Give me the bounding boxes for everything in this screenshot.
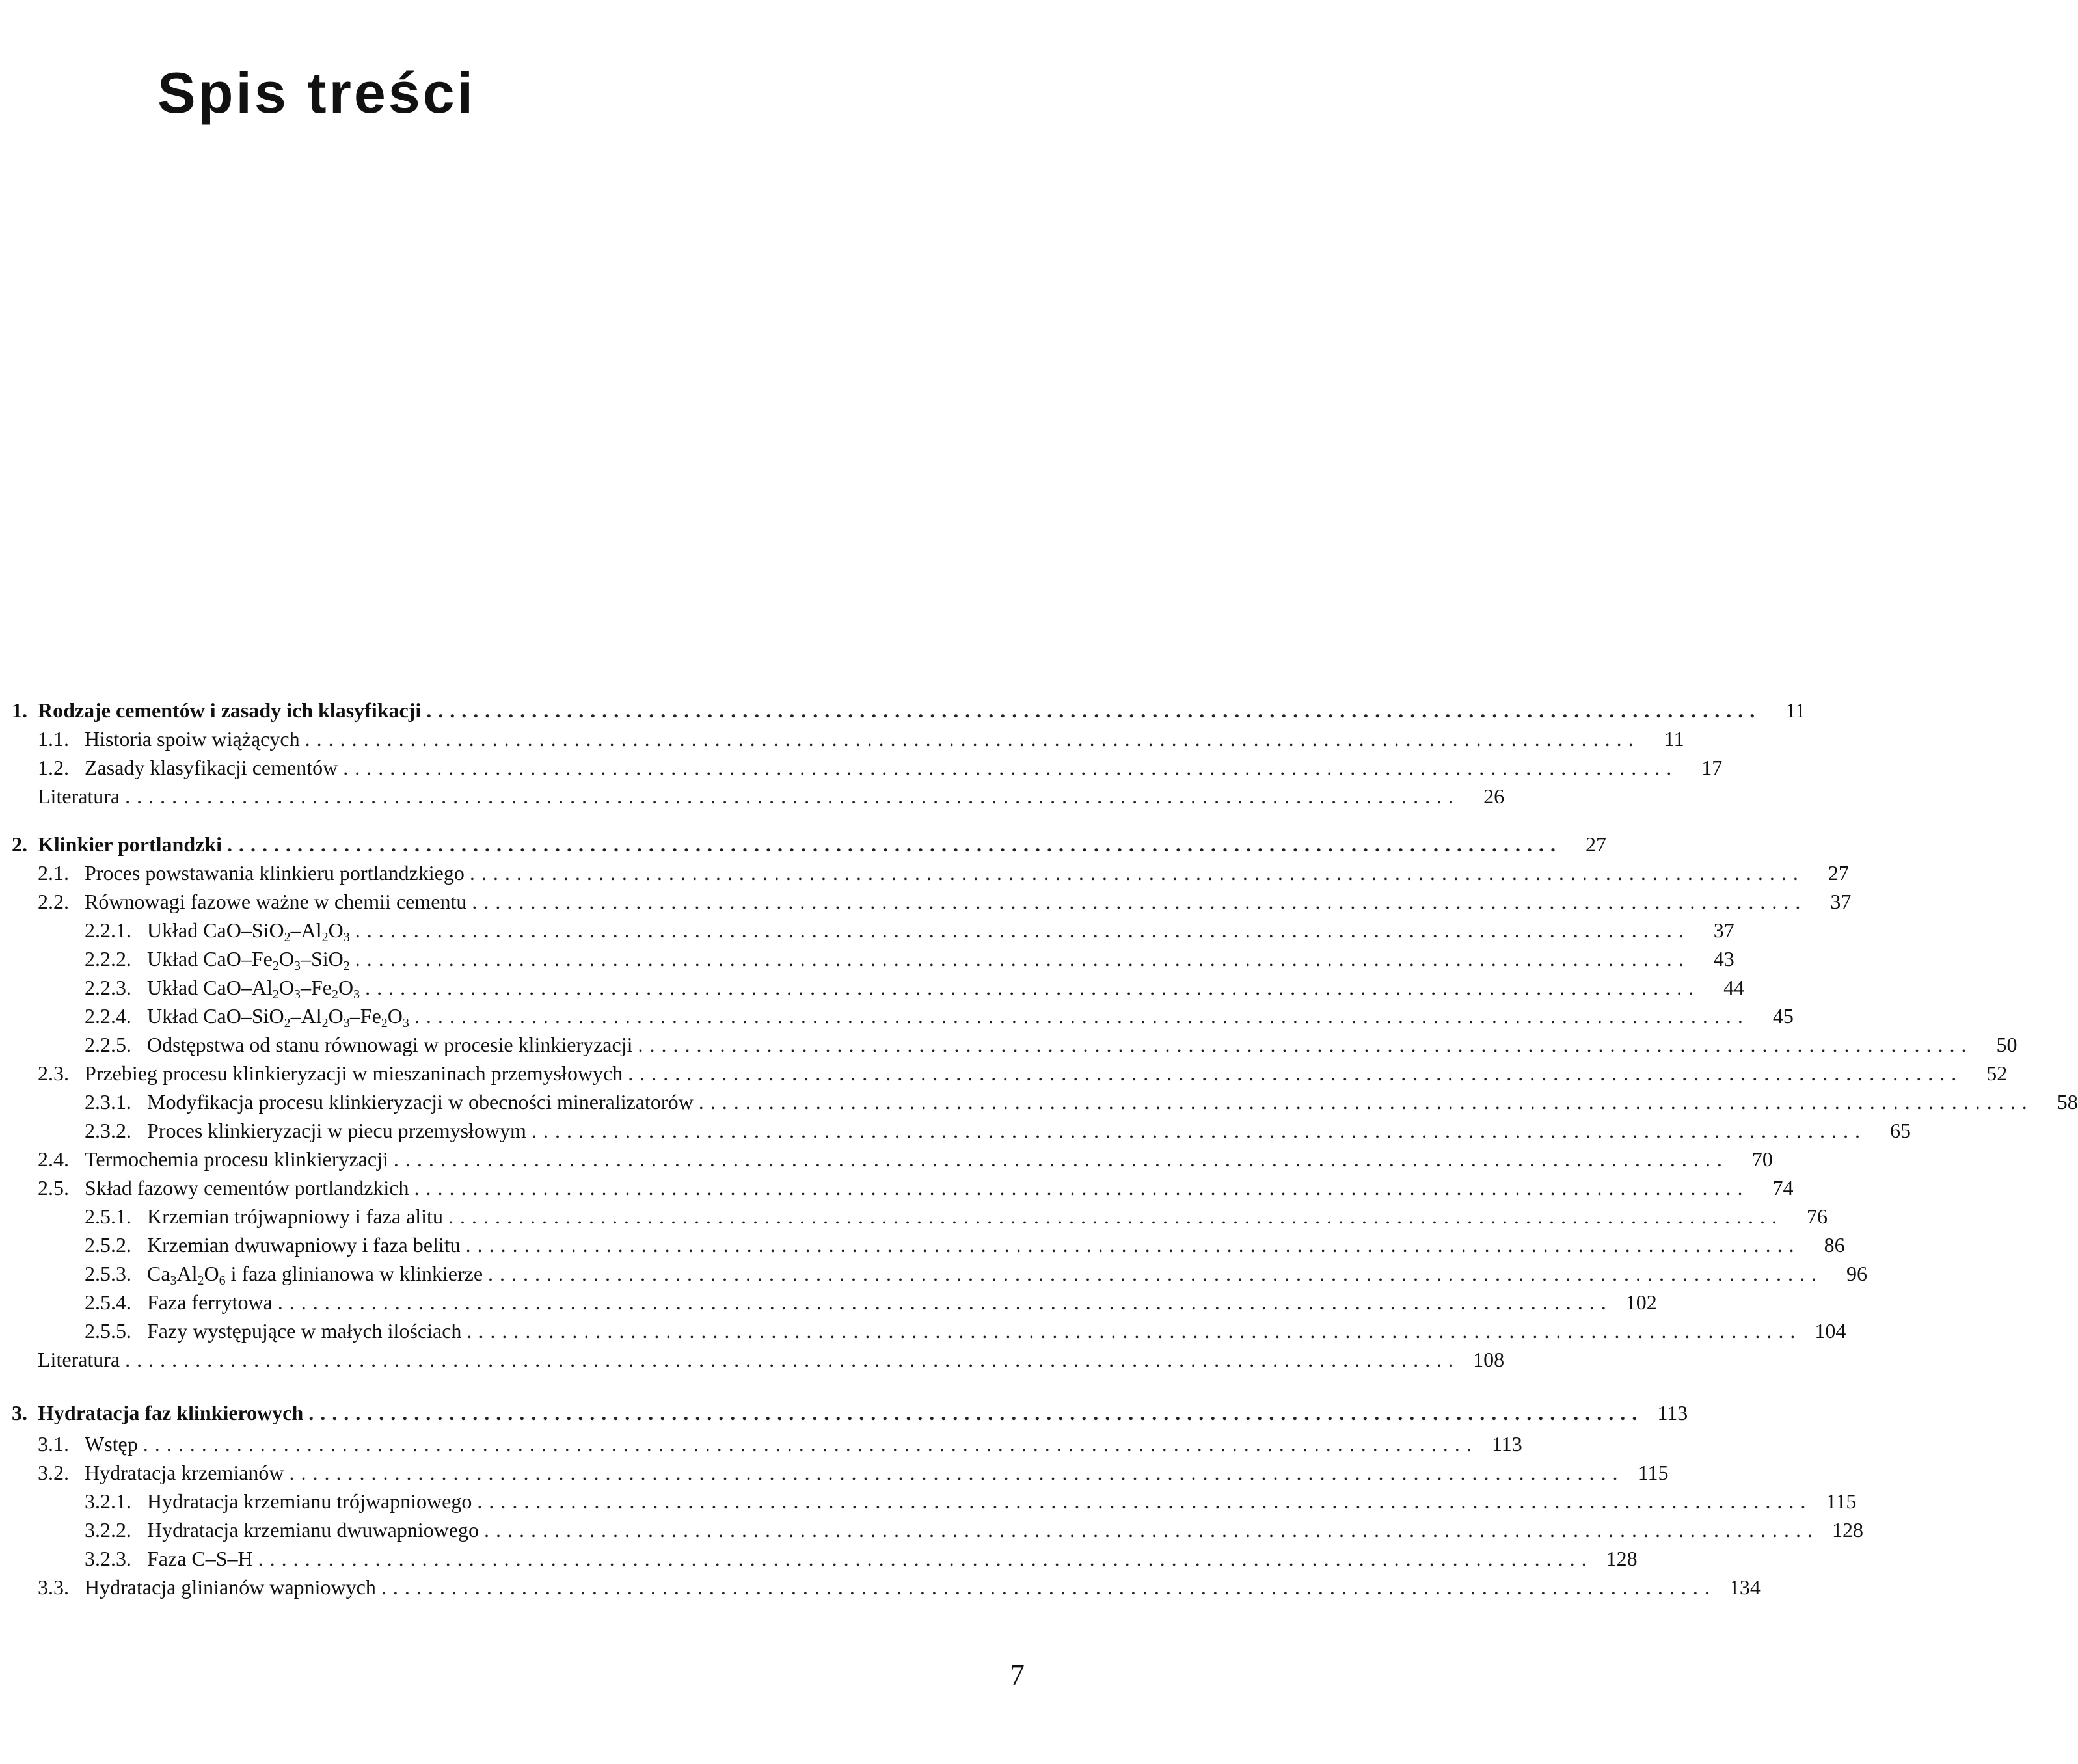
formula-part: Ca — [147, 1262, 170, 1285]
toc-entry-2-3 — [38, 1059, 2008, 1088]
entry-title — [147, 1259, 483, 1288]
formula-part: –Al — [290, 918, 322, 942]
formula-part: –Al — [290, 1004, 322, 1028]
toc-entry-1-1 — [38, 725, 1684, 753]
formula-part: i faza glinianowa w klinkierze — [225, 1262, 483, 1285]
entry-page: 45 — [1772, 1004, 1794, 1028]
toc-entry-2-5-2 — [85, 1231, 1845, 1259]
toc-entry-3-1 — [38, 1430, 1522, 1458]
entry-page: 108 — [1473, 1348, 1505, 1371]
formula-subscript: 2 — [272, 987, 279, 1002]
entry-title — [147, 1002, 409, 1030]
entry-title: Hydratacja krzemianu trójwapniowego — [147, 1490, 472, 1513]
entry-title: Odstępstwa od stanu równowagi w procesie klinkieryzacji — [147, 1033, 633, 1056]
entry-number: 2.3.2. — [85, 1119, 131, 1142]
toc-entry-chapter-1 — [12, 696, 1806, 725]
entry-title: Hydratacja faz klinkierowych — [38, 1401, 304, 1424]
toc-entry-literatura-1 — [38, 782, 1505, 810]
dot-leader: .................................................................................................................. — [414, 1004, 1749, 1028]
entry-title: Klinkier portlandzki — [38, 833, 223, 856]
entry-title: Zasady klasyfikacji cementów — [85, 756, 338, 779]
entry-title — [147, 944, 350, 973]
entry-title: Faza C–S–H — [147, 1547, 253, 1570]
formula-subscript: 2 — [343, 959, 350, 973]
formula-subscript: 2 — [197, 1274, 204, 1288]
formula-part: Układ CaO–SiO — [147, 1004, 284, 1028]
entry-number: 2. — [12, 833, 27, 856]
entry-page: 50 — [1996, 1033, 2017, 1056]
entry-number: 2.2.2. — [85, 947, 131, 970]
entry-number: 3.2.1. — [85, 1490, 131, 1513]
formula-part: O — [278, 976, 294, 999]
entry-page: 96 — [1846, 1262, 1868, 1285]
entry-number: 2.5.1. — [85, 1205, 131, 1228]
entry-title — [147, 973, 360, 1002]
formula-subscript: 2 — [321, 930, 329, 944]
entry-page: 76 — [1806, 1205, 1828, 1228]
toc-entry-chapter-3 — [12, 1398, 1688, 1427]
entry-number: 2.5.3. — [85, 1262, 131, 1285]
entry-number: 2.5. — [38, 1176, 69, 1199]
dot-leader: .................................................................................................................. — [414, 1176, 1749, 1199]
dot-leader: .................................................................................................................. — [469, 861, 1805, 885]
dot-leader: .................................................................................................................. — [125, 1348, 1461, 1371]
entry-title: Przebieg procesu klinkieryzacji w mieszaninach przemysłowych — [85, 1062, 623, 1085]
formula-part: O — [328, 1004, 344, 1028]
toc-entry-2-2-3 — [85, 973, 1745, 1002]
entry-page: 86 — [1824, 1233, 1845, 1257]
entry-page: 113 — [1491, 1432, 1522, 1456]
entry-page: 37 — [1713, 918, 1734, 942]
entry-title: Modyfikacja procesu klinkieryzacji w obecności mineralizatorów — [147, 1090, 694, 1114]
dot-leader: .................................................................................................................. — [304, 727, 1640, 751]
formula-part: –Fe — [349, 1004, 381, 1028]
dot-leader: .................................................................................................................. — [355, 918, 1690, 942]
formula-part: O — [387, 1004, 403, 1028]
entry-number: 1.1. — [38, 727, 69, 751]
formula-subscript: 3 — [170, 1274, 177, 1288]
entry-title: Fazy występujące w małych ilościach — [147, 1319, 462, 1343]
toc-entry-3-2-3 — [85, 1544, 1638, 1573]
formula-subscript: 2 — [331, 987, 338, 1002]
formula-part: O — [328, 918, 344, 942]
entry-page: 115 — [1638, 1461, 1669, 1484]
entry-title: Krzemian trójwapniowy i faza alitu — [147, 1205, 443, 1228]
dot-leader: .................................................................................................................. — [125, 784, 1461, 808]
entry-page: 74 — [1772, 1176, 1794, 1199]
entry-number: 2.2.4. — [85, 1004, 131, 1028]
entry-number: 3.2.3. — [85, 1547, 131, 1570]
entry-number: 3. — [12, 1401, 27, 1424]
dot-leader: .................................................................................................................. — [472, 890, 1807, 913]
entry-page: 128 — [1832, 1518, 1864, 1542]
formula-subscript: 3 — [343, 930, 350, 944]
entry-page: 58 — [2057, 1090, 2078, 1114]
entry-page: 70 — [1751, 1147, 1773, 1171]
entry-title — [147, 916, 350, 944]
entry-title: Faza ferrytowa — [147, 1290, 273, 1314]
formula-subscript: 2 — [381, 1016, 388, 1030]
entry-title: Literatura — [38, 784, 120, 808]
dot-leader: .................................................................................................................. — [381, 1575, 1716, 1599]
toc-entry-2-2 — [38, 887, 1852, 916]
formula-subscript: 2 — [284, 930, 291, 944]
entry-number: 1. — [12, 699, 27, 722]
entry-number: 2.4. — [38, 1147, 69, 1171]
dot-leader: .................................................................................................................. — [628, 1062, 1963, 1085]
entry-page: 11 — [1664, 727, 1684, 751]
formula-part: Al — [176, 1262, 198, 1285]
formula-subscript: 6 — [219, 1274, 226, 1288]
toc-entry-2-5-1 — [85, 1202, 1828, 1231]
dot-leader: .................................................................................................................. — [638, 1033, 1973, 1056]
dot-leader: .................................................................................................................. — [365, 976, 1701, 999]
entry-page: 27 — [1828, 861, 1849, 885]
entry-title: Termochemia procesu klinkieryzacji — [85, 1147, 388, 1171]
entry-page: 134 — [1729, 1575, 1761, 1599]
entry-number: 2.5.5. — [85, 1319, 131, 1343]
toc-entry-2-1 — [38, 859, 1849, 887]
toc-entry-literatura-2 — [12, 1345, 1505, 1374]
dot-leader: .................................................................................................................. — [488, 1262, 1824, 1285]
entry-page: 113 — [1657, 1401, 1688, 1424]
formula-subscript: 3 — [402, 1016, 409, 1030]
dot-leader: .................................................................................................................. — [484, 1518, 1820, 1542]
entry-number: 2.3. — [38, 1062, 69, 1085]
entry-number: 3.2.2. — [85, 1518, 131, 1542]
entry-page: 128 — [1606, 1547, 1638, 1570]
dot-leader: .................................................................................................................. — [426, 699, 1762, 722]
formula-part: Układ CaO–Fe — [147, 947, 273, 970]
dot-leader: .................................................................................................................. — [477, 1490, 1813, 1513]
formula-subscript: 2 — [284, 1016, 291, 1030]
dot-leader: .................................................................................................................. — [277, 1290, 1613, 1314]
toc-entry-2-5 — [38, 1173, 1794, 1202]
dot-leader: .................................................................................................................. — [465, 1233, 1801, 1257]
formula-part: Układ CaO–Al — [147, 976, 273, 999]
toc-entry-2-5-4 — [85, 1288, 1657, 1316]
entry-page: 52 — [1986, 1062, 2008, 1085]
dot-leader: .................................................................................................................. — [227, 833, 1563, 856]
toc-entry-2-2-4 — [85, 1002, 1794, 1030]
entry-page: 44 — [1723, 976, 1745, 999]
dot-leader: .................................................................................................................. — [308, 1401, 1644, 1424]
toc-entry-3-2-1 — [85, 1487, 1857, 1516]
toc-entry-chapter-2 — [12, 830, 1607, 859]
entry-page: 43 — [1713, 947, 1734, 970]
toc-entry-2-3-1 — [85, 1088, 2078, 1116]
entry-page: 26 — [1483, 784, 1505, 808]
entry-number: 3.1. — [38, 1432, 69, 1456]
entry-title: Proces klinkieryzacji w piecu przemysłowym — [147, 1119, 526, 1142]
formula-part: –Fe — [300, 976, 332, 999]
entry-page: 115 — [1826, 1490, 1857, 1513]
entry-number: 1.2. — [38, 756, 69, 779]
entry-number: 2.2.5. — [85, 1033, 131, 1056]
dot-leader: .................................................................................................................. — [698, 1090, 2034, 1114]
entry-page: 11 — [1785, 699, 1806, 722]
entry-title: Rodzaje cementów i zasady ich klasyfikacji — [38, 699, 422, 722]
toc-entry-2-2-5 — [85, 1030, 2017, 1059]
entry-number: 2.2. — [38, 890, 69, 913]
page-title: Spis treści — [157, 60, 476, 125]
dot-leader: .................................................................................................................. — [531, 1119, 1867, 1142]
entry-number: 2.1. — [38, 861, 69, 885]
formula-part: Układ CaO–SiO — [147, 918, 284, 942]
dot-leader: .................................................................................................................. — [142, 1432, 1478, 1456]
formula-subscript: 3 — [353, 987, 360, 1002]
dot-leader: .................................................................................................................. — [343, 756, 1679, 779]
entry-page: 65 — [1889, 1119, 1911, 1142]
entry-page: 37 — [1830, 890, 1852, 913]
toc-entry-2-5-5 — [85, 1316, 1846, 1345]
toc-entry-2-2-1 — [85, 916, 1734, 944]
formula-subscript: 3 — [293, 987, 301, 1002]
entry-page: 102 — [1625, 1290, 1657, 1314]
dot-leader: .................................................................................................................. — [393, 1147, 1729, 1171]
toc-entry-2-4 — [38, 1145, 1773, 1173]
dot-leader: .................................................................................................................. — [355, 947, 1690, 970]
entry-number: 2.3.1. — [85, 1090, 131, 1114]
formula-part: O — [338, 976, 354, 999]
dot-leader: .................................................................................................................. — [466, 1319, 1802, 1343]
dot-leader: .................................................................................................................. — [448, 1205, 1783, 1228]
entry-number: 3.3. — [38, 1575, 69, 1599]
entry-number: 2.5.2. — [85, 1233, 131, 1257]
toc-entry-3-2-2 — [85, 1516, 1864, 1544]
entry-title: Proces powstawania klinkieru portlandzkiego — [85, 861, 465, 885]
toc-entry-3-2 — [38, 1458, 1669, 1487]
entry-title: Wstęp — [85, 1432, 138, 1456]
dot-leader: .................................................................................................................. — [258, 1547, 1593, 1570]
dot-leader: .................................................................................................................. — [289, 1461, 1625, 1484]
entry-page: 104 — [1815, 1319, 1846, 1343]
entry-title: Literatura — [38, 1348, 120, 1371]
toc-entry-1-2 — [38, 753, 1723, 782]
toc-entry-2-5-3 — [85, 1259, 1868, 1288]
entry-page: 27 — [1585, 833, 1607, 856]
entry-title: Hydratacja krzemianu dwuwapniowego — [147, 1518, 479, 1542]
formula-subscript: 2 — [321, 1016, 329, 1030]
page-number: 7 — [1010, 1658, 1025, 1691]
formula-subscript: 3 — [343, 1016, 350, 1030]
entry-title: Hydratacja krzemianów — [85, 1461, 284, 1484]
toc-entry-2-3-2 — [85, 1116, 1911, 1145]
formula-part: O — [204, 1262, 219, 1285]
entry-number: 3.2. — [38, 1461, 69, 1484]
formula-subscript: 2 — [272, 959, 279, 973]
entry-title: Równowagi fazowe ważne w chemii cementu — [85, 890, 467, 913]
entry-number: 2.2.1. — [85, 918, 131, 942]
toc-entry-3-3 — [38, 1573, 1761, 1601]
formula-part: O — [278, 947, 294, 970]
formula-part: –SiO — [300, 947, 344, 970]
formula-subscript: 3 — [293, 959, 301, 973]
toc-entry-2-2-2 — [85, 944, 1734, 973]
entry-title: Historia spoiw wiążących — [85, 727, 300, 751]
entry-number: 2.5.4. — [85, 1290, 131, 1314]
entry-number: 2.2.3. — [85, 976, 131, 999]
entry-page: 17 — [1701, 756, 1723, 779]
entry-title: Hydratacja glinianów wapniowych — [85, 1575, 376, 1599]
entry-title: Skład fazowy cementów portlandzkich — [85, 1176, 409, 1199]
entry-title: Krzemian dwuwapniowy i faza belitu — [147, 1233, 461, 1257]
